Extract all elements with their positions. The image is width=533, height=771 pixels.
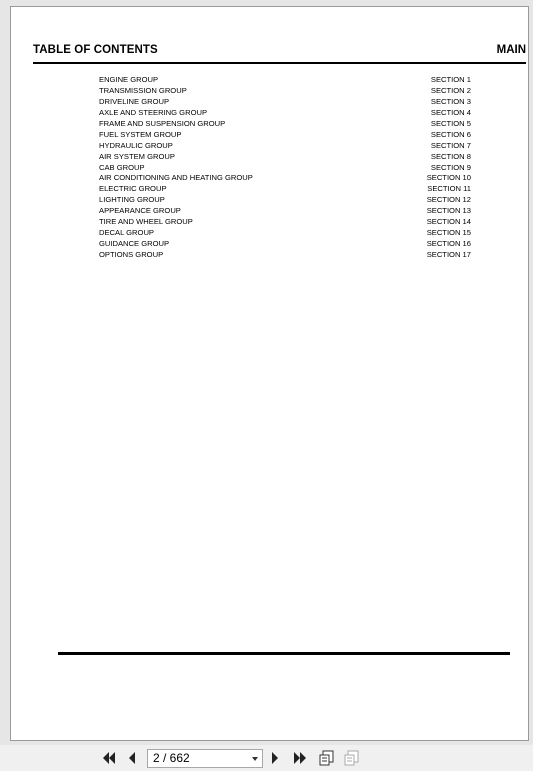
first-page-icon	[102, 752, 116, 764]
toc-section-label: SECTION 11	[427, 184, 471, 194]
toc-group-label: AXLE AND STEERING GROUP	[99, 107, 208, 117]
toc-section-label: SECTION 17	[426, 250, 471, 259]
toc-row[interactable]	[99, 108, 471, 119]
toc-group-label: DECAL GROUP	[99, 228, 154, 238]
toc-row[interactable]	[99, 217, 471, 228]
toc-row[interactable]	[99, 206, 471, 217]
toc-row[interactable]	[99, 97, 471, 108]
toc-row[interactable]	[99, 75, 471, 86]
toc-group-label: OPTIONS GROUP	[99, 250, 164, 259]
toc-title: TABLE OF CONTENTS	[33, 44, 158, 56]
navigation-toolbar	[0, 745, 533, 771]
first-page-button[interactable]	[100, 750, 118, 766]
toc-header-right: MAIN	[496, 44, 526, 56]
toc-row[interactable]	[99, 239, 471, 250]
previous-page-icon	[127, 752, 137, 764]
toc-section-label: SECTION 6	[430, 129, 471, 139]
toc-group-label: DRIVELINE GROUP	[99, 96, 170, 106]
next-page-button[interactable]	[266, 750, 284, 766]
toc-row[interactable]	[99, 163, 471, 174]
toc-row[interactable]	[99, 152, 471, 163]
toc-section-label: SECTION 3	[430, 96, 471, 106]
page-number-select[interactable]	[147, 749, 263, 768]
toc-section-label: SECTION 2	[430, 85, 471, 95]
toc-group-label: LIGHTING GROUP	[99, 195, 165, 205]
toc-group-label: FUEL SYSTEM GROUP	[99, 129, 182, 139]
toc-section-label: SECTION 16	[426, 239, 471, 249]
toc-group-label: APPEARANCE GROUP	[99, 206, 181, 216]
toc-group-label: FRAME AND SUSPENSION GROUP	[99, 118, 226, 128]
toc-section-label: SECTION 9	[430, 162, 471, 172]
next-page-icon	[270, 752, 280, 764]
toc-section-label: SECTION 10	[426, 173, 471, 183]
page-indicator: 2 / 662	[153, 751, 190, 765]
fit-page-button[interactable]	[318, 750, 336, 766]
fit-page-icon	[319, 750, 335, 766]
fit-width-button[interactable]	[343, 750, 361, 766]
toc-row[interactable]	[99, 130, 471, 141]
toc-row[interactable]	[99, 184, 471, 195]
toc-header	[33, 44, 526, 60]
toc-group-label: AIR CONDITIONING AND HEATING GROUP	[99, 173, 253, 183]
toc-section-label: SECTION 4	[430, 107, 471, 117]
footer-rule	[58, 652, 510, 655]
toc-section-label: SECTION 14	[426, 217, 471, 227]
toc-group-label: HYDRAULIC GROUP	[99, 140, 173, 150]
fit-width-icon	[344, 750, 360, 766]
toc-section-label: SECTION 13	[426, 206, 471, 216]
document-page	[10, 6, 529, 741]
toc-group-label: TIRE AND WHEEL GROUP	[99, 217, 193, 227]
toc-row[interactable]	[99, 173, 471, 184]
toc-group-label: AIR SYSTEM GROUP	[99, 151, 175, 161]
chevron-down-icon	[252, 757, 258, 761]
toc-row[interactable]	[99, 141, 471, 152]
toc-group-label: CAB GROUP	[99, 162, 145, 172]
toc-section-label: SECTION 7	[430, 140, 471, 150]
toc-row[interactable]	[99, 228, 471, 239]
toc-section-label: SECTION 15	[426, 228, 471, 238]
last-page-icon	[293, 752, 307, 764]
toc-group-label: ENGINE GROUP	[99, 75, 159, 84]
toc-section-label: SECTION 5	[430, 118, 471, 128]
last-page-button[interactable]	[291, 750, 309, 766]
toc-row[interactable]	[99, 119, 471, 130]
toc-group-label: ELECTRIC GROUP	[99, 184, 167, 194]
toc-row[interactable]	[99, 250, 471, 261]
toc-list	[99, 75, 471, 261]
toc-section-label: SECTION 1	[430, 75, 471, 84]
toc-row[interactable]	[99, 86, 471, 97]
toc-row[interactable]	[99, 195, 471, 206]
previous-page-button[interactable]	[123, 750, 141, 766]
toc-group-label: TRANSMISSION GROUP	[99, 85, 187, 95]
toc-group-label: GUIDANCE GROUP	[99, 239, 170, 249]
header-rule	[33, 62, 526, 64]
toc-section-label: SECTION 8	[430, 151, 471, 161]
toc-section-label: SECTION 12	[426, 195, 471, 205]
